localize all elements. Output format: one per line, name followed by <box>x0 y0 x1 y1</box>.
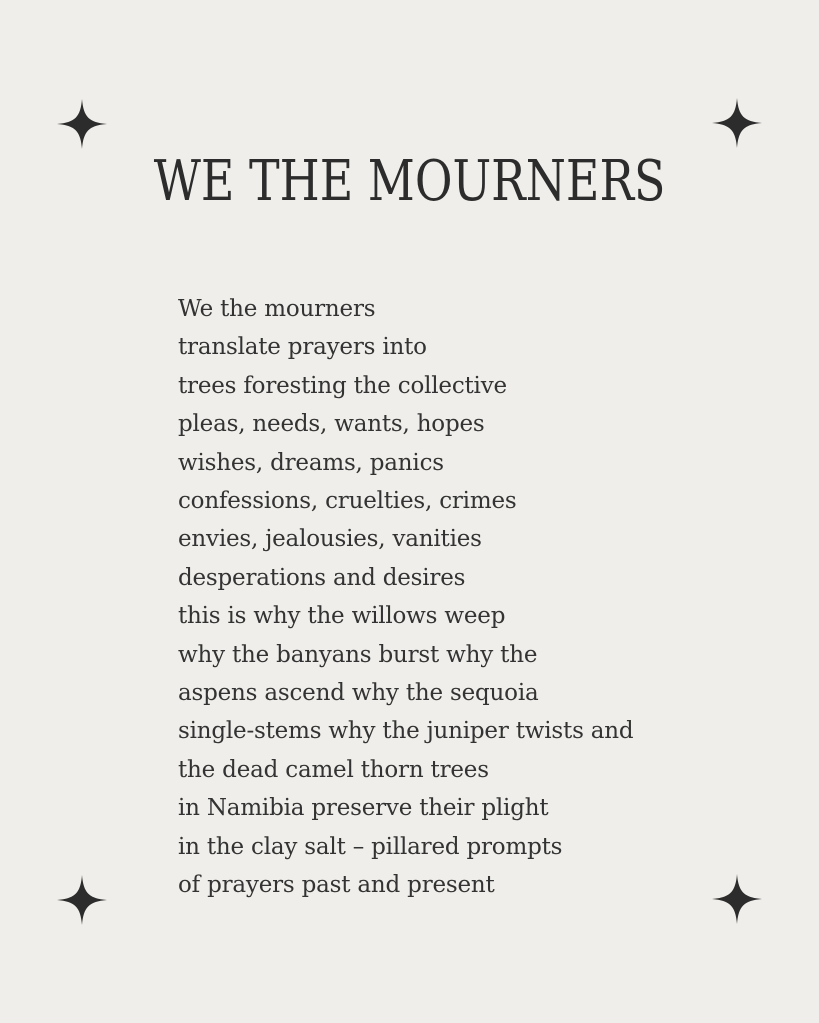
sparkle-icon <box>57 875 107 925</box>
poem-line: wishes, dreams, panics <box>178 449 444 476</box>
poem-body <box>178 290 738 905</box>
poem-line: translate prayers into <box>178 334 427 361</box>
poem-line: aspens ascend why the sequoia <box>178 680 539 707</box>
poem-line: in Namibia preserve their plight <box>178 795 549 822</box>
poem-line: trees foresting the collective <box>178 372 507 399</box>
poem-line: envies, jealousies, vanities <box>178 526 482 553</box>
sparkle-icon <box>57 99 107 149</box>
poem-line: single-stems why the juniper twists and <box>178 718 634 745</box>
poem-line: this is why the willows weep <box>178 603 506 630</box>
poem-line: pleas, needs, wants, hopes <box>178 411 485 438</box>
poem-line: the dead camel thorn trees <box>178 756 489 783</box>
poem-title: WE THE MOURNERS <box>153 149 666 214</box>
poem-line: confessions, cruelties, crimes <box>178 488 517 515</box>
poem-line: desperations and desires <box>178 564 466 591</box>
poem-line: in the clay salt – pillared prompts <box>178 833 563 860</box>
poem-line: of prayers past and present <box>178 872 495 899</box>
poem-line: We the mourners <box>178 296 376 322</box>
sparkle-icon <box>712 98 762 148</box>
poem-line: why the banyans burst why the <box>178 641 538 668</box>
